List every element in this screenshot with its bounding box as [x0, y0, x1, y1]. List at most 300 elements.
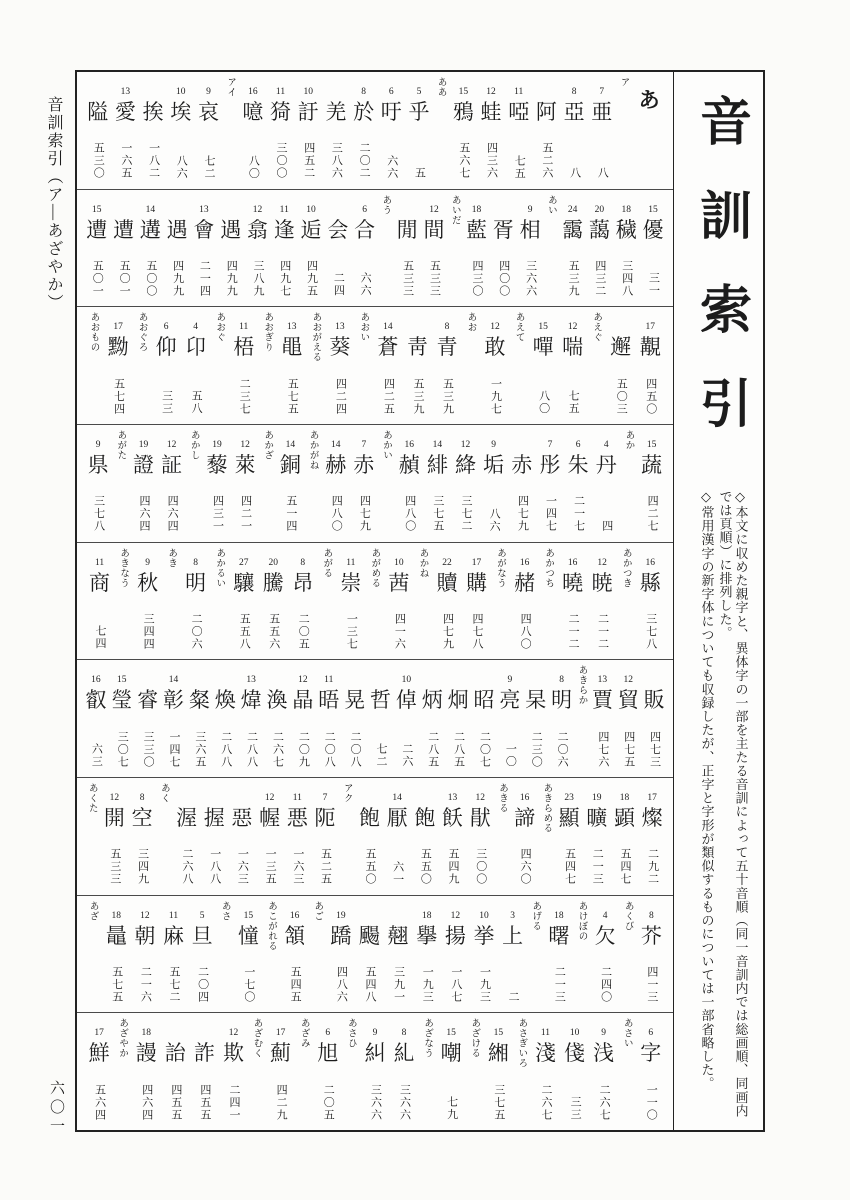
index-entry	[104, 896, 128, 1013]
entry-kanji: 嘽	[532, 335, 554, 360]
stroke-count: 14	[145, 204, 156, 215]
index-row	[77, 543, 673, 661]
stroke-count: 11	[292, 793, 302, 804]
entry-kanji: 旭	[317, 1041, 339, 1066]
entry-page: 二一二	[596, 612, 609, 651]
entry-page: 五三九	[567, 259, 580, 298]
entry-kanji: 銅	[279, 453, 301, 478]
section-header: あ	[638, 88, 660, 112]
index-entry	[339, 543, 363, 660]
stroke-count: 7	[547, 440, 553, 451]
entry-page: 二〇九	[297, 730, 310, 769]
entry-kanji: 喘	[562, 335, 584, 360]
entry-kanji: 蛙	[480, 100, 502, 124]
stroke-count: 6	[388, 87, 394, 97]
entry-page: 三四四	[142, 612, 155, 651]
reading-label: あざむく	[251, 1018, 262, 1059]
reading-label: あこがれる	[266, 900, 276, 951]
index-entry	[352, 72, 376, 189]
index-entry	[265, 660, 289, 777]
stroke-count: 18	[619, 793, 630, 804]
index-entry	[329, 896, 353, 1013]
entry-page-wrap	[573, 481, 584, 542]
entry-page: 一八二	[147, 142, 160, 180]
reading-label: あかるい	[214, 547, 225, 588]
index-entry	[435, 307, 459, 424]
entry-page: 二〇八	[349, 730, 362, 769]
reading-label: あさぎいろ	[516, 1018, 527, 1069]
index-entry	[163, 1013, 187, 1130]
index-entry	[87, 1013, 111, 1130]
entry-kanji: 鮮	[88, 1041, 110, 1066]
stroke-count: 13	[120, 87, 131, 97]
reading-label: あくび	[622, 900, 633, 931]
index-entry	[88, 543, 112, 660]
entry-kanji: 阨	[314, 806, 336, 831]
index-entry	[483, 307, 507, 424]
entry-kanji: 哀	[197, 100, 219, 124]
entry-page: 三〇七	[116, 730, 129, 769]
entry-page-wrap	[225, 246, 236, 307]
entry-kanji: 遇	[220, 217, 242, 242]
entry-kanji: 赤	[353, 453, 375, 478]
entry-kanji: 蒼	[377, 335, 399, 360]
index-entry	[561, 307, 585, 424]
entry-page: 三七五	[492, 1083, 505, 1122]
entry-page-wrap	[364, 834, 375, 895]
stroke-count: 10	[176, 87, 186, 97]
reading-label: あがる	[321, 547, 332, 578]
stroke-count: 12	[623, 675, 633, 686]
entry-page-wrap	[556, 716, 567, 777]
entry-page-wrap	[120, 128, 131, 189]
stroke-count: 15	[92, 204, 102, 215]
stroke-count: 16	[91, 675, 101, 686]
entry-page: 三七八	[644, 612, 657, 651]
index-entry	[531, 307, 555, 424]
entry-page: 一四七	[544, 495, 557, 533]
index-row	[77, 896, 673, 1014]
entry-page: 三八九	[251, 259, 264, 298]
index-entry	[486, 1013, 510, 1130]
entry-kanji: 睿	[137, 688, 159, 713]
entry-page-wrap	[530, 716, 541, 777]
entry-kanji: 杲	[525, 688, 547, 713]
entry-page: 二〇六	[556, 730, 569, 769]
index-entry	[175, 778, 199, 895]
index-entry	[187, 660, 211, 777]
entry-kanji: 彰	[163, 688, 184, 713]
entry-page: 四七九	[441, 612, 454, 651]
entry-page-wrap	[334, 363, 345, 424]
entry-page-wrap	[141, 1069, 152, 1130]
entry-page-wrap	[393, 599, 404, 660]
stroke-count: 15	[646, 440, 657, 451]
entry-page: 二〇六	[190, 612, 203, 651]
entry-page-wrap	[181, 834, 192, 895]
entry-page: 一七〇	[242, 965, 255, 1004]
index-entry	[138, 190, 162, 307]
note: ◇常用漢字の新字体についても収録したが、正字と字形が類似するものについては一部省略した。	[699, 490, 715, 1091]
entry-page: 二一七	[572, 495, 585, 533]
entry-page-wrap	[447, 834, 458, 895]
index-entry	[392, 1013, 416, 1130]
stroke-count: 20	[594, 204, 605, 215]
entry-page-wrap	[567, 246, 578, 307]
index-entry	[407, 72, 431, 189]
index-entry	[590, 72, 614, 189]
reading-label: あくた	[86, 783, 97, 814]
reading-label: あきらか	[576, 665, 587, 706]
index-row	[77, 307, 673, 425]
stroke-count: 8	[401, 1028, 407, 1039]
entry-page-wrap	[645, 363, 656, 424]
entry-kanji: 諦	[514, 806, 536, 831]
entry-kanji: 葵	[329, 335, 351, 360]
entry-kanji: 啞	[508, 100, 530, 124]
index-entry	[162, 896, 186, 1013]
index-entry	[154, 307, 178, 424]
stroke-count: 12	[450, 910, 461, 921]
entry-page: 二一四	[198, 259, 211, 298]
entry-page-wrap	[139, 952, 150, 1013]
entry-kanji: 卬	[185, 335, 207, 360]
reading-label: あざやか	[117, 1018, 128, 1059]
entry-kanji: 空	[131, 806, 153, 831]
index-entry	[425, 425, 449, 542]
index-entry	[443, 896, 467, 1013]
stroke-count: 12	[567, 322, 578, 333]
entry-kanji: 謾	[135, 1041, 157, 1066]
entry-page-wrap	[94, 1069, 105, 1130]
entry-page: 二一三	[591, 848, 604, 886]
index-entry	[446, 660, 470, 777]
reading-label: あがた	[115, 430, 126, 461]
entry-page: 八〇	[537, 390, 550, 416]
index-entry	[313, 778, 337, 895]
entry-kanji: 阿	[535, 100, 557, 124]
stroke-count: 15	[117, 675, 127, 686]
entry-kanji: 胥	[492, 217, 514, 242]
entry-kanji: 悪	[286, 806, 308, 831]
entry-kanji: 赤	[511, 453, 533, 478]
reading-label: あき	[166, 547, 177, 568]
index-entry	[84, 660, 108, 777]
entry-page: 四七六	[596, 730, 609, 769]
stroke-count: 15	[446, 1028, 456, 1039]
stroke-count: 17	[94, 1028, 104, 1039]
reading-label: あい	[545, 194, 556, 215]
entry-kanji: 遇	[166, 217, 188, 242]
stroke-count: 18	[141, 1028, 151, 1039]
entry-kanji: 赫	[325, 453, 347, 478]
entry-page-wrap	[596, 128, 607, 189]
entry-page-wrap	[432, 481, 443, 542]
entry-page: 五七五	[110, 965, 123, 1004]
entry-page: 五四七	[618, 848, 631, 886]
entry-page: 四九九	[171, 259, 184, 298]
entry-page: 四三二	[593, 259, 606, 298]
entry-page-wrap	[264, 834, 275, 895]
entry-page-wrap	[623, 716, 634, 777]
reading-label: あきなう	[118, 547, 129, 588]
entry-page-wrap	[375, 716, 386, 777]
entry-page-wrap	[92, 128, 103, 189]
index-entry	[190, 896, 214, 1013]
reading-label: あかつち	[543, 547, 554, 588]
entry-page: 二八八	[245, 730, 258, 769]
index-entry	[133, 896, 157, 1013]
stroke-count: 12	[264, 793, 275, 804]
index-entry	[230, 778, 254, 895]
entry-page-wrap	[647, 246, 658, 307]
stroke-count: 24	[567, 204, 578, 215]
entry-page-wrap	[145, 246, 156, 307]
stroke-count: 6	[163, 322, 169, 333]
entry-kanji: 敢	[484, 335, 506, 360]
entry-page: 五〇一	[118, 259, 131, 298]
reading-label: あおぐ	[214, 312, 225, 343]
entry-kanji: 明	[185, 570, 207, 595]
entry-kanji: 靄	[562, 217, 584, 242]
reading-label: あく	[158, 783, 169, 804]
entry-kanji: 会	[327, 217, 349, 242]
index-entry	[422, 190, 446, 307]
index-entry	[562, 72, 586, 189]
entry-page: 一九三	[421, 965, 434, 1004]
reading-label: あざみ	[298, 1018, 309, 1049]
entry-kanji: 靑	[406, 335, 428, 360]
reading-label: あう	[380, 194, 391, 215]
stroke-count: 13	[447, 793, 458, 804]
entry-page: 一六三	[236, 848, 249, 886]
entry-page: 二九二	[646, 848, 659, 886]
entry-page: 一八七	[449, 965, 462, 1004]
entry-kanji: 垢	[483, 453, 505, 478]
index-entry	[353, 190, 377, 307]
index-entry	[387, 543, 411, 660]
reading-label: あきらめる	[541, 783, 552, 834]
stroke-count: 6	[575, 440, 581, 451]
entry-page-wrap	[268, 599, 279, 660]
index-entry	[113, 72, 137, 189]
index-entry	[491, 190, 515, 307]
entry-page-wrap	[471, 599, 482, 660]
stroke-count: 9	[95, 440, 101, 451]
entry-page: 一六五	[119, 142, 132, 180]
index-entry	[86, 72, 110, 189]
entry-kanji: 乎	[408, 100, 430, 124]
entry-page-wrap	[567, 363, 578, 424]
stroke-count: 15	[493, 1028, 504, 1039]
stroke-count: 12	[228, 1028, 239, 1039]
entry-page: 四八〇	[330, 495, 343, 533]
entry-kanji: 憧	[237, 923, 259, 948]
entry-page-wrap	[647, 834, 658, 895]
index-rows	[77, 72, 673, 1130]
entry-page: 五四八	[364, 965, 376, 1004]
entry-page: 四一三	[645, 965, 658, 1004]
entry-page-wrap	[486, 128, 497, 189]
entry-kanji: 梧	[233, 335, 255, 360]
entry-page: 七二	[202, 154, 215, 180]
entry-page-wrap	[93, 481, 104, 542]
stroke-count: 8	[193, 557, 199, 568]
index-row	[77, 72, 673, 190]
stroke-count: 16	[645, 557, 655, 568]
index-entry	[299, 190, 323, 307]
index-entry	[616, 660, 640, 777]
index-entry	[369, 660, 393, 777]
stroke-count: 4	[603, 440, 609, 451]
entry-kanji: 朱	[567, 453, 589, 478]
entry-kanji: 藹	[588, 217, 610, 242]
entry-page: 四八〇	[519, 612, 532, 651]
entry-page-wrap	[475, 834, 486, 895]
entry-kanji: 驤	[233, 570, 255, 595]
index-entry	[241, 72, 265, 189]
entry-page-wrap	[504, 716, 515, 777]
entry-page: 五三九	[411, 377, 424, 416]
entry-kanji: 揚	[444, 923, 466, 948]
index-entry	[272, 190, 296, 307]
entry-kanji: 詒	[164, 1041, 186, 1066]
entry-page: 一九七	[489, 377, 502, 416]
entry-page: 三六六	[369, 1083, 382, 1122]
index-entry	[202, 778, 226, 895]
entry-kanji: 炳	[421, 688, 443, 713]
entry-kanji: 詐	[193, 1041, 215, 1066]
entry-page: 三七二	[460, 495, 472, 533]
index-entry	[395, 190, 419, 307]
index-row	[77, 1013, 673, 1130]
stroke-count: 15	[538, 322, 548, 333]
entry-page-wrap	[198, 246, 209, 307]
entry-page: 二六七	[271, 730, 284, 769]
entry-page: 二三七	[238, 377, 251, 416]
entry-page-wrap	[349, 716, 360, 777]
index-entry	[524, 660, 548, 777]
entry-page: 四五二	[302, 142, 315, 180]
stroke-count: 20	[268, 557, 278, 568]
entry-kanji: 倬	[395, 688, 417, 713]
stroke-count: 16	[404, 440, 414, 451]
entry-kanji: 合	[354, 217, 376, 242]
stroke-count: 11	[324, 675, 334, 686]
index-row	[77, 190, 673, 308]
entry-page: 五六七	[457, 142, 470, 180]
entry-page-wrap	[601, 481, 612, 542]
entry-page: 五五六	[267, 612, 280, 651]
entry-page: 七九	[445, 1096, 458, 1122]
index-entry	[280, 307, 304, 424]
index-entry	[498, 660, 522, 777]
stroke-count: 10	[479, 910, 489, 921]
index-entry	[507, 72, 531, 189]
entry-page-wrap	[358, 128, 369, 189]
entry-kanji: 昭	[473, 688, 495, 713]
entry-page-wrap	[137, 834, 148, 895]
index-entry	[441, 778, 465, 895]
entry-page-wrap	[421, 952, 432, 1013]
entry-kanji: 証	[161, 453, 183, 478]
entry-kanji: 曉	[562, 570, 584, 595]
entry-page-wrap	[649, 716, 660, 777]
entry-page: 三七五	[431, 495, 444, 533]
entry-kanji: 哲	[370, 688, 391, 713]
stroke-count: 7	[361, 440, 367, 451]
entry-kanji: 貿	[617, 688, 639, 713]
index-entry	[358, 896, 382, 1013]
entry-page: 三〇〇	[474, 848, 487, 886]
stroke-count: 10	[303, 87, 313, 97]
stroke-count: 4	[193, 322, 199, 333]
reading-label: あさ	[219, 900, 230, 921]
entry-page-wrap	[446, 1069, 457, 1130]
entry-page-wrap	[252, 246, 263, 307]
entry-page: 四	[600, 520, 613, 533]
index-entry	[258, 778, 282, 895]
entry-kanji: 吁	[380, 100, 402, 124]
entry-kanji: 暁	[591, 570, 613, 595]
entry-page: 五二五	[319, 848, 332, 886]
stroke-count: 12	[252, 204, 263, 215]
entry-kanji: 厭	[386, 806, 408, 831]
entry-page: 四六四	[166, 495, 179, 533]
entry-page-wrap	[364, 952, 375, 1013]
entry-page: 二六	[400, 743, 413, 769]
index-entry	[592, 1013, 616, 1130]
stroke-count: 11	[239, 322, 249, 333]
index-entry	[451, 72, 475, 189]
reading-label: あお	[465, 312, 476, 333]
entry-page: 二〇五	[322, 1083, 335, 1122]
entry-kanji: 叡	[85, 688, 107, 713]
stroke-count: 16	[289, 910, 300, 921]
index-entry	[106, 307, 130, 424]
entry-kanji: 緗	[487, 1041, 509, 1066]
entry-page-wrap	[170, 1069, 181, 1130]
entry-page-wrap	[392, 834, 403, 895]
reading-label: アイ	[225, 77, 236, 97]
entry-kanji: 字	[640, 1041, 662, 1066]
entry-page-wrap	[594, 246, 605, 307]
reading-label: あおがえる	[310, 312, 321, 363]
stroke-count: 10	[306, 204, 316, 215]
entry-page-wrap	[330, 481, 341, 542]
entry-page: 二四一	[227, 1083, 240, 1122]
entry-page-wrap	[320, 834, 331, 895]
index-row	[77, 425, 673, 543]
sidebar-running-title: 音訓索引（ア―あざやか）	[45, 96, 62, 312]
entry-kanji: 青	[436, 335, 458, 360]
entry-page: 五三三	[428, 259, 441, 298]
entry-page-wrap	[306, 246, 317, 307]
stroke-count: 8	[139, 793, 145, 804]
reading-label: あがめる	[369, 547, 380, 588]
entry-kanji: 朝	[134, 923, 156, 948]
index-entry	[612, 778, 636, 895]
entry-page-wrap	[116, 716, 127, 777]
entry-kanji: 蹻	[330, 923, 352, 948]
content-box	[75, 70, 765, 1132]
index-entry	[609, 307, 633, 424]
stroke-count: 11	[540, 1028, 551, 1039]
reading-label: あがなう	[495, 547, 506, 588]
entry-kanji: 俴	[564, 1041, 586, 1066]
entry-page: 二〇二	[358, 142, 371, 180]
stroke-count: 8	[361, 87, 366, 97]
